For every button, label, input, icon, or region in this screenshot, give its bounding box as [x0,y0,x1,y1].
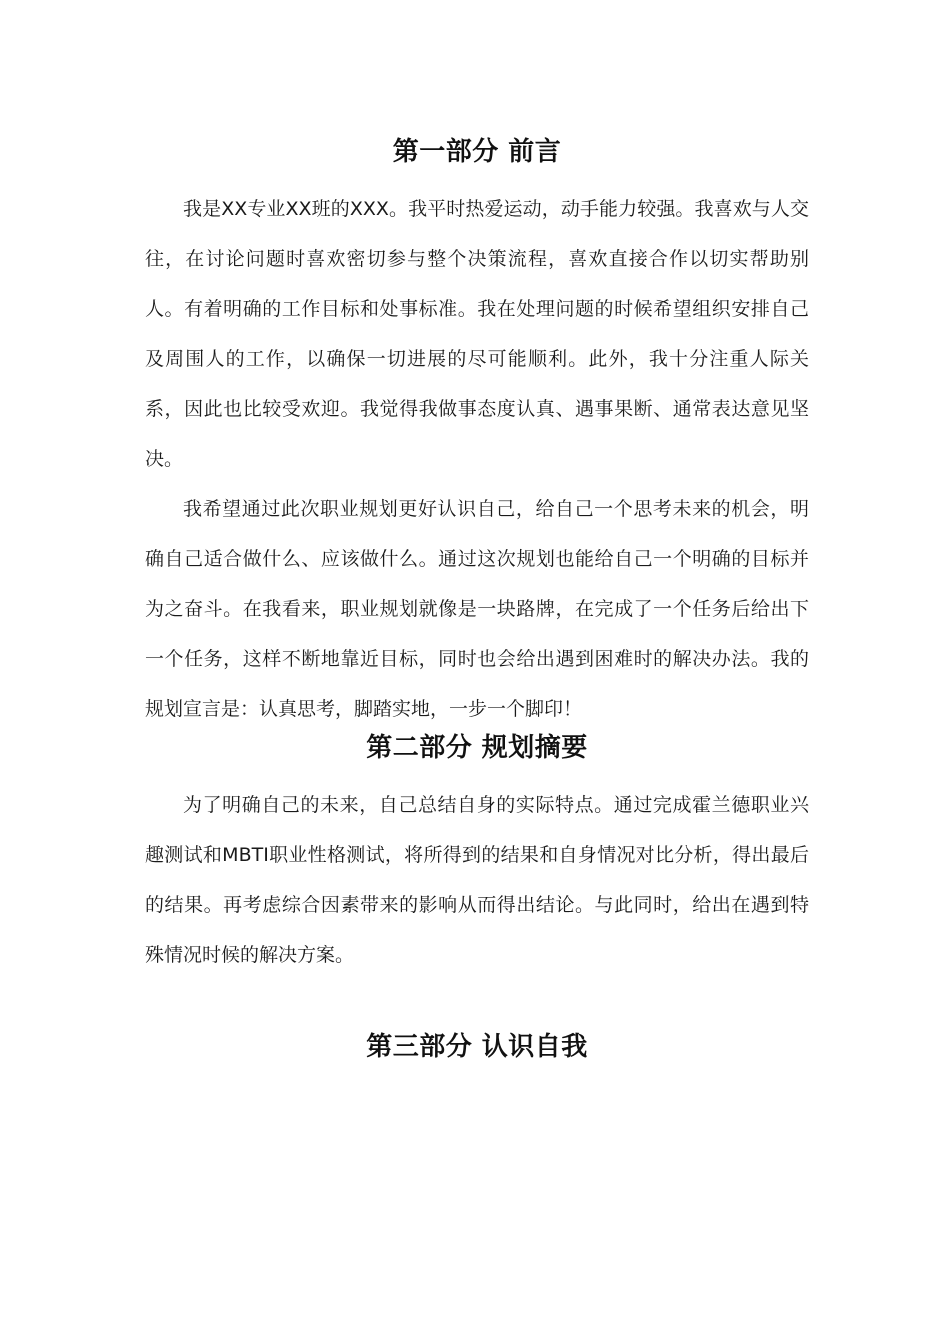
section-preface [145,135,809,734]
section-summary [145,731,809,980]
paragraph: 我希望通过此次职业规划更好认识自己，给自己一个思考未来的机会，明确自己适合做什么、应该做什么。通过这次规划也能给自己一个明确的目标并为之奋斗。在我看来，职业规划就像是一块路牌，在完成了一个任务后给出下一个任务，这样不断地靠近目标，同时也会给出遇到困难时的解决办法。我的规划宣言是：认真思考，脚踏实地，一步一个脚印！ [145,498,809,720]
section-self-knowledge [145,1030,809,1064]
section-title: 第三部分 认识自我 [366,1032,588,1062]
section-title: 第二部分 规划摘要 [366,733,588,763]
section-title: 第一部分 前言 [392,137,562,167]
paragraph: 为了明确自己的未来，自己总结自身的实际特点。通过完成霍兰德职业兴趣测试和MBTI职业性格测试，将所得到的结果和自身情况对比分析，得出最后的结果。再考虑综合因素带来的影响从而得出结论。与此同时，给出在遇到特殊情况时候的解决方案。 [145,794,809,966]
paragraph: 我是XX专业XX班的XXX。我平时热爱运动，动手能力较强。我喜欢与人交往，在讨论问题时喜欢密切参与整个决策流程，喜欢直接合作以切实帮助别人。有着明确的工作目标和处事标准。我在处理问题的时候希望组织安排自己及周围人的工作，以确保一切进展的尽可能顺利。此外，我十分注重人际关系，因此也比较受欢迎。我觉得我做事态度认真、遇事果断、通常表达意见坚决。 [145,198,809,470]
